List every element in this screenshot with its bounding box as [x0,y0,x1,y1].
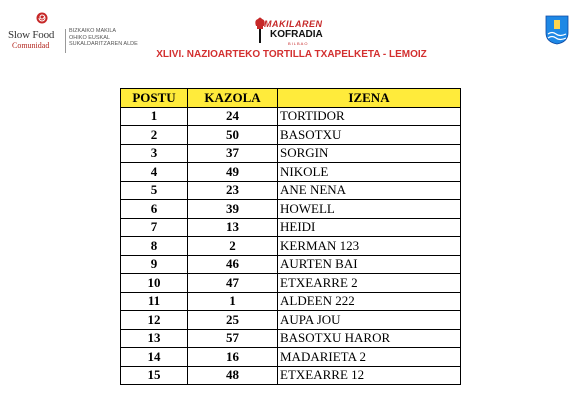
table-row [121,274,461,293]
table-row [121,107,461,126]
postu-cell: 5 [121,181,188,200]
izena-cell: ETXEARRE 2 [278,274,461,293]
kazola-cell: 50 [188,126,278,145]
izena-cell: HEIDI [278,218,461,237]
snail-icon [36,12,48,24]
header-izena: IZENA [278,89,461,108]
table-row [121,163,461,182]
results-table [120,88,461,385]
town-crest-icon [545,15,569,45]
postu-cell: 9 [121,255,188,274]
izena-cell: ALDEEN 222 [278,292,461,311]
postu-cell: 11 [121,292,188,311]
table-header-row [121,89,461,108]
kazola-cell: 57 [188,329,278,348]
makilaren-kofradia-logo [254,16,326,46]
header-kazola: KAZOLA [188,89,278,108]
kazola-cell: 48 [188,366,278,385]
kazola-cell: 24 [188,107,278,126]
postu-cell: 14 [121,348,188,367]
postu-cell: 15 [121,366,188,385]
kazola-cell: 37 [188,144,278,163]
kazola-cell: 2 [188,237,278,256]
izena-cell: AURTEN BAI [278,255,461,274]
postu-cell: 4 [121,163,188,182]
kazola-cell: 39 [188,200,278,219]
page-title: XLIVI. NAZIOARTEKO TORTILLA TXAPELKETA - LEMOIZ [156,49,427,60]
table-row [121,366,461,385]
header-postu: POSTU [121,89,188,108]
kazola-cell: 13 [188,218,278,237]
table-row [121,181,461,200]
kazola-cell: 23 [188,181,278,200]
table-row [121,200,461,219]
makilaren-text: MAKILAREN [264,19,323,29]
postu-cell: 2 [121,126,188,145]
bilbao-text: BILBAO [288,41,309,46]
izena-cell: ANE NENA [278,181,461,200]
kazola-cell: 47 [188,274,278,293]
postu-cell: 12 [121,311,188,330]
table-row [121,126,461,145]
postu-cell: 10 [121,274,188,293]
kazola-cell: 46 [188,255,278,274]
table-row [121,311,461,330]
kazola-cell: 25 [188,311,278,330]
slow-food-subtitle: BIZKAIKO MAKILA OHIKO EUSKAL SUKALDARITZAREN ALDE [69,28,138,47]
postu-cell: 7 [121,218,188,237]
izena-cell: HOWELL [278,200,461,219]
izena-cell: ETXEARRE 12 [278,366,461,385]
kazola-cell: 49 [188,163,278,182]
kofradia-text: KOFRADIA [270,29,323,40]
izena-cell: BASOTXU HAROR [278,329,461,348]
postu-cell: 6 [121,200,188,219]
izena-cell: BASOTXU [278,126,461,145]
izena-cell: MADARIETA 2 [278,348,461,367]
postu-cell: 8 [121,237,188,256]
postu-cell: 13 [121,329,188,348]
kazola-cell: 1 [188,292,278,311]
slow-food-community: Comunidad [12,41,50,50]
postu-cell: 3 [121,144,188,163]
table-row [121,218,461,237]
table-row [121,329,461,348]
izena-cell: AUPA JOU [278,311,461,330]
slow-food-logo [6,12,156,52]
table-row [121,292,461,311]
table-row [121,255,461,274]
kazola-cell: 16 [188,348,278,367]
slow-food-name: Slow Food [8,29,55,41]
izena-cell: KERMAN 123 [278,237,461,256]
table-row [121,144,461,163]
izena-cell: NIKOLE [278,163,461,182]
izena-cell: TORTIDOR [278,107,461,126]
postu-cell: 1 [121,107,188,126]
table-row [121,348,461,367]
izena-cell: SORGIN [278,144,461,163]
table-row [121,237,461,256]
